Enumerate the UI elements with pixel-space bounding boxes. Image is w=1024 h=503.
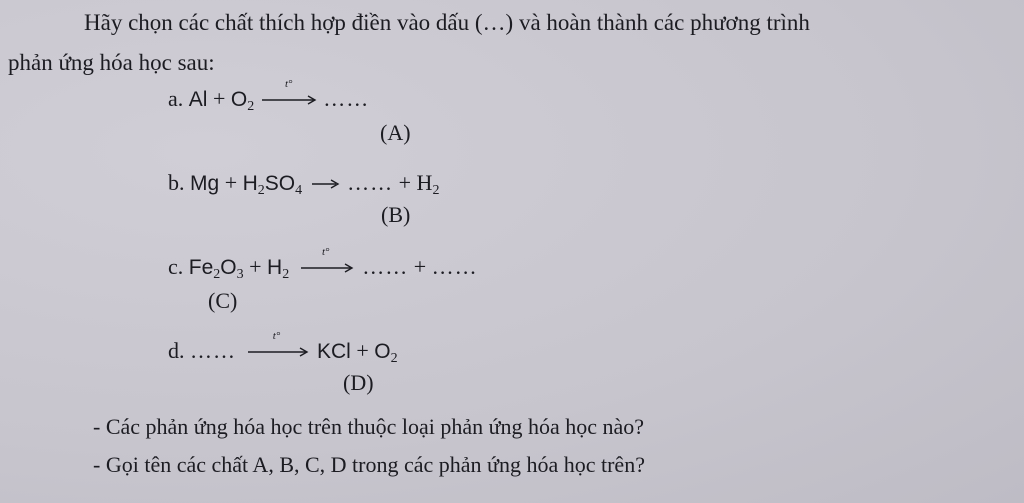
- reaction-b-plus-1: +: [219, 170, 243, 195]
- reaction-a-reactant-al: Al: [188, 88, 208, 111]
- reaction-b-plus-2: +: [398, 170, 412, 195]
- reaction-d-label: d.: [168, 338, 185, 363]
- reaction-c-condition: t°: [321, 246, 330, 258]
- reaction-d-condition: t°: [272, 330, 281, 342]
- reaction-b-tag: (B): [381, 202, 411, 227]
- reaction-d-tag: (D): [343, 370, 374, 395]
- reaction-a-reactant-o: O: [230, 88, 248, 111]
- intro-line-1: Hãy chọn các chất thích hợp điền vào dấu (…) và hoàn thành các phương trình: [84, 10, 810, 35]
- reaction-c-plus-1: +: [243, 254, 268, 279]
- reaction-a-product-blank: ……: [323, 86, 370, 111]
- reaction-d-reactant-blank: ……: [190, 338, 236, 363]
- reaction-a-plus: +: [207, 86, 231, 111]
- reaction-b-product-h: H: [416, 170, 433, 195]
- reaction-b-arrow: [308, 170, 342, 196]
- intro-line-2: phản ứng hóa học sau:: [8, 50, 215, 75]
- reaction-c-reactant-fe-sub: 2: [213, 267, 221, 282]
- reaction-d: [168, 330, 398, 366]
- reaction-c-product-blank-2: ……: [431, 254, 478, 279]
- reaction-d-product-kcl: KCl: [317, 340, 351, 363]
- reaction-a-tag: (A): [380, 120, 411, 145]
- reaction-d-product-o: O: [374, 340, 391, 363]
- reaction-d-arrow: [242, 330, 312, 364]
- reaction-b-product-blank: ……: [347, 170, 394, 195]
- reaction-c: [168, 246, 478, 282]
- reaction-b-reactant-mg: Mg: [190, 172, 220, 195]
- reaction-a: [168, 78, 370, 114]
- reaction-c-plus-2: +: [413, 254, 427, 279]
- reaction-c-tag: (C): [208, 288, 238, 313]
- reaction-d-product-o-sub: 2: [390, 351, 398, 366]
- reaction-b-reactant-so: SO: [264, 172, 296, 195]
- reaction-c-arrow: [295, 246, 357, 280]
- reaction-c-reactant-fe: Fe: [188, 256, 214, 279]
- arrow-icon: [260, 86, 318, 112]
- arrow-icon: [295, 254, 357, 280]
- reaction-b-product-h-sub: 2: [432, 183, 440, 198]
- reaction-a-label: a.: [168, 86, 184, 111]
- question-2: - Gọi tên các chất A, B, C, D trong các phản ứng hóa học trên?: [93, 452, 645, 477]
- reaction-c-reactant-h-sub: 2: [282, 267, 290, 282]
- reaction-a-arrow: [260, 78, 318, 112]
- reaction-a-condition: t°: [284, 78, 293, 90]
- reaction-a-reactant-o-sub: 2: [247, 99, 255, 114]
- reaction-c-reactant-o-sub: 3: [236, 267, 244, 282]
- reaction-c-reactant-h: H: [267, 256, 283, 279]
- reaction-b-reactant-h: H: [242, 172, 258, 195]
- question-1: - Các phản ứng hóa học trên thuộc loại phản ứng hóa học nào?: [93, 414, 645, 439]
- reaction-c-label: c.: [168, 254, 184, 279]
- reaction-d-plus: +: [350, 338, 375, 363]
- reaction-b-reactant-so-sub: 4: [295, 183, 303, 198]
- reaction-b: [168, 170, 439, 197]
- arrow-icon: [242, 338, 312, 364]
- reaction-c-product-blank-1: ……: [362, 254, 409, 279]
- reaction-b-label: b.: [168, 170, 185, 195]
- arrow-icon: [308, 170, 342, 196]
- reaction-c-reactant-o: O: [220, 256, 237, 279]
- reaction-b-reactant-h-sub: 2: [257, 183, 265, 198]
